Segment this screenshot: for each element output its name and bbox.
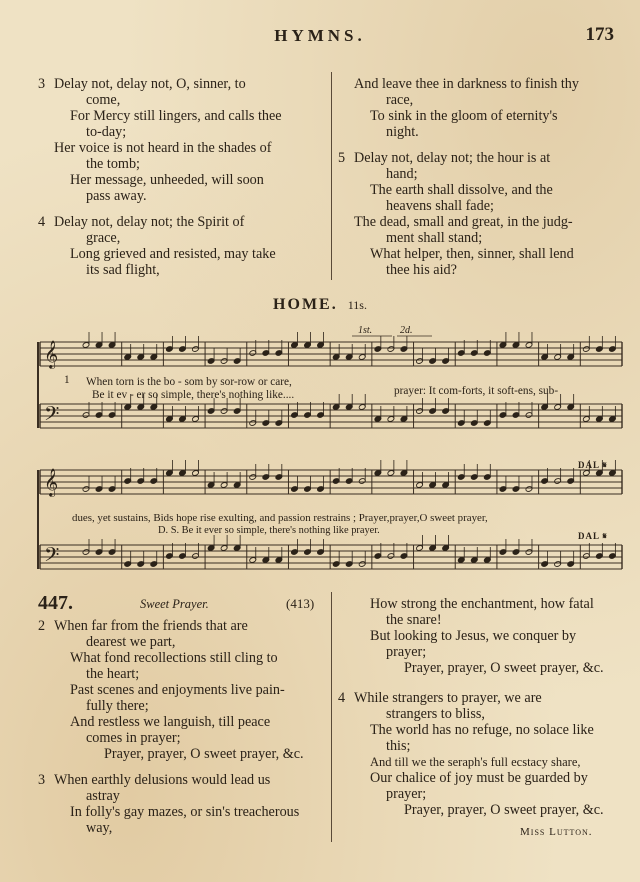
verse-line [338, 706, 624, 722]
verse-text: hand; [386, 166, 418, 182]
verse-line [338, 754, 624, 770]
hymn-number: 447. [38, 592, 73, 614]
verse-text: How strong the enchantment, how fatal [370, 596, 594, 612]
dal-segno-label: DAL [578, 460, 600, 470]
verse-text: prayer; [386, 786, 427, 802]
verse-text: Prayer, prayer, O sweet prayer, &c. [104, 746, 304, 762]
verse-text: Prayer, prayer, O sweet prayer, &c. [404, 802, 604, 818]
verse-text: Delay not, delay not; the Spirit of [54, 214, 245, 230]
lyric-line-1b: Be it ev - er so simple, there's nothing like.... [92, 389, 295, 401]
stanza-number [38, 698, 54, 714]
hymn-reference: (413) [286, 596, 315, 611]
first-ending-label: 1st. [358, 325, 373, 336]
verse-text: The dead, small and great, in the judg- [354, 214, 573, 230]
verse-text: strangers to bliss, [386, 706, 485, 722]
verse-line [38, 788, 326, 804]
verse-text: Delay not, delay not; the hour is at [354, 150, 551, 166]
verse-line [338, 786, 624, 802]
stanza-number [338, 644, 354, 660]
verse-line [338, 722, 624, 738]
verse-text: Long grieved and resisted, may take [70, 246, 276, 262]
verse-line [38, 714, 326, 730]
verse-line [38, 682, 326, 698]
stanza-number [338, 596, 354, 612]
verse-text: And restless we languish, till peace [70, 714, 271, 730]
verse-text: to-day; [86, 124, 127, 140]
dal-segno-bottom [578, 531, 608, 542]
stanza-number [38, 730, 54, 746]
verse-line [38, 820, 326, 836]
verse-text: come, [86, 92, 121, 108]
bass-clef-icon: 𝄢 [44, 543, 60, 571]
verse-text: Her voice is not heard in the shades of [54, 140, 272, 156]
stanza-number: 3 [38, 772, 46, 788]
verse-text: To sink in the gloom of eternity's [370, 108, 558, 124]
verse-text: For Mercy still lingers, and calls thee [70, 108, 282, 124]
verse-text: the snare! [386, 612, 442, 628]
verse-text: And till we the seraph's full ecstacy share, [370, 755, 581, 769]
column-divider-bottom [331, 592, 332, 842]
verse-text: Delay not, delay not, O, sinner, to [54, 76, 246, 92]
verse-text: What fond recollections still cling to [70, 650, 278, 666]
verse-text: When far from the friends that are [54, 618, 248, 634]
stanza-number: 5 [338, 150, 346, 166]
verse-text: way, [86, 820, 113, 836]
verse-line [38, 650, 326, 666]
treble-clef-icon: 𝄞 [44, 468, 59, 496]
verse-text: Prayer, prayer, O sweet prayer, &c. [404, 660, 604, 676]
stanza-number [338, 770, 354, 786]
dal-segno-label: DAL [578, 531, 600, 541]
running-head: HYMNS. [274, 26, 366, 45]
verse-line [38, 746, 326, 762]
verse-text: astray [86, 788, 120, 804]
verse-text: race, [386, 92, 414, 108]
stanza [38, 618, 326, 762]
verse-line [38, 618, 326, 634]
verse-text: pass away. [86, 188, 147, 204]
tune-name: HOME. [273, 296, 338, 313]
verse-line [38, 730, 326, 746]
verse-line [38, 804, 326, 820]
stanza-number [38, 788, 54, 804]
treble-clef-icon: 𝄞 [44, 340, 59, 368]
verse-line [338, 738, 624, 754]
stanza-number [38, 682, 54, 698]
stanza-number [338, 802, 354, 818]
verse-text: night. [386, 124, 419, 140]
stanza-number [338, 738, 354, 754]
tune-meter: 11s. [347, 298, 367, 312]
lower-right-column [338, 596, 624, 828]
stanza-number [338, 754, 354, 770]
verse-line [338, 628, 624, 644]
verse-text: dearest we part, [86, 634, 176, 650]
stanza-number: 3 [38, 76, 46, 92]
verse-line [338, 660, 624, 676]
verse-line [338, 690, 624, 706]
stanza-number [338, 786, 354, 802]
verse-text: The earth shall dissolve, and the [370, 182, 553, 198]
verse-line [38, 666, 326, 682]
verse-line [338, 644, 624, 660]
verse-text: thee his aid? [386, 262, 457, 278]
stanza-number: 2 [38, 618, 46, 634]
stanza-number [338, 628, 354, 644]
verse-line [338, 770, 624, 786]
stanza-number [38, 804, 54, 820]
verse-text: And leave thee in darkness to finish thy [354, 76, 579, 92]
stanza-number [38, 634, 54, 650]
verse-text: In folly's gay mazes, or sin's treacherous [70, 804, 300, 820]
stanza-number [38, 714, 54, 730]
stanza-number [38, 650, 54, 666]
verse-line [38, 634, 326, 650]
lyric-line-1c: prayer: It com-forts, it soft-ens, sub- [394, 385, 559, 397]
verse-text: While strangers to prayer, we are [354, 690, 542, 706]
bass-clef-icon: 𝄢 [44, 402, 60, 430]
stanza-number: 4 [38, 214, 46, 230]
verse-line [338, 802, 624, 818]
verse-text: heavens shall fade; [386, 198, 494, 214]
hymn-author: Miss Lutton. [520, 826, 593, 838]
stanza-number [38, 820, 54, 836]
page-number: 173 [585, 24, 614, 45]
verse-text: the heart; [86, 666, 140, 682]
verse-text: But looking to Jesus, we conquer by [370, 628, 577, 644]
verse-text: its sad flight, [86, 262, 160, 278]
verse-text: Her message, unheeded, will soon [70, 172, 264, 188]
second-ending-label: 2d. [400, 325, 413, 336]
stanza-number [338, 722, 354, 738]
lower-left-column [38, 618, 326, 846]
stanza-number [338, 706, 354, 722]
verse-text: The world has no refuge, no solace like [370, 722, 594, 738]
verse-line [338, 596, 624, 612]
dal-segno-top [578, 460, 608, 471]
verse-text: the tomb; [86, 156, 140, 172]
lyric-line-2: dues, yet sustains, Bids hope rise exulting, and passion restrains ; Prayer,prayer,O sweet prayer, [72, 512, 488, 524]
verse-text: ment shall stand; [386, 230, 483, 246]
stanza-number [338, 660, 354, 676]
verse-line [38, 698, 326, 714]
verse-text: this; [386, 738, 411, 754]
segno-icon: 𝄋 [602, 531, 608, 541]
stanza-number: 4 [338, 690, 346, 706]
stanza [38, 772, 326, 836]
verse-text: comes in prayer; [86, 730, 181, 746]
verse-text: prayer; [386, 644, 427, 660]
stanza-number [38, 666, 54, 682]
lyric-verse-number: 1 [64, 374, 70, 386]
lyric-line-3: D. S. Be it ever so simple, there's nothing like prayer. [158, 525, 380, 536]
hymn-subtitle: Sweet Prayer. [140, 597, 209, 611]
lyric-line-1a: When torn is the bo - som by sor-row or care, [86, 376, 292, 388]
verse-text: grace, [86, 230, 121, 246]
verse-line [38, 772, 326, 788]
stanza-number [338, 612, 354, 628]
verse-line [338, 612, 624, 628]
segno-icon: 𝄋 [602, 460, 608, 470]
verse-text: When earthly delusions would lead us [54, 772, 271, 788]
verse-text: Our chalice of joy must be guarded by [370, 770, 588, 786]
stanza [338, 690, 624, 818]
verse-text: What helper, then, sinner, shall lend [370, 246, 574, 262]
verse-text: fully there; [86, 698, 149, 714]
verse-text: Past scenes and enjoyments live pain- [70, 682, 285, 698]
stanza [338, 596, 624, 676]
stanza-number [38, 746, 54, 762]
